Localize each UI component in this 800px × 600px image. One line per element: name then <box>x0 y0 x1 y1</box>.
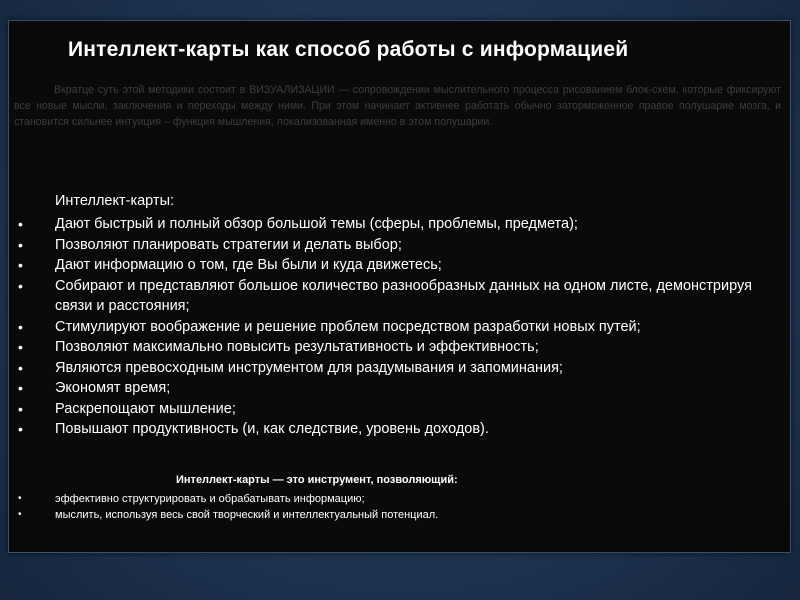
bullet-icon: • <box>18 257 23 273</box>
list-item <box>0 507 790 523</box>
list-item <box>0 358 790 379</box>
bullet-icon: • <box>18 400 23 417</box>
list-heading: Интеллект-карты: <box>55 193 175 209</box>
list-item-text: эффективно структурировать и обрабатывать информацию; <box>55 493 365 505</box>
list-item <box>0 337 790 358</box>
bullet-icon: • <box>18 339 23 355</box>
bullet-icon: • <box>18 236 23 253</box>
list-item-text: Позволяют максимально повысить результативность и эффективность; <box>55 339 539 355</box>
list-item-text: Экономят время; <box>55 380 171 396</box>
list-item <box>0 419 790 440</box>
list-item-text: Являются превосходным инструментом для раздумывания и запоминания; <box>55 359 563 376</box>
list-item <box>0 399 790 420</box>
list-item <box>0 491 790 507</box>
list-item <box>0 214 790 235</box>
list-item-text: мыслить, используя весь свой творческий и интеллектуальный потенциал. <box>55 509 439 521</box>
footer-list <box>0 491 790 523</box>
list-item-text: Дают информацию о том, где Вы были и куда движетесь; <box>55 257 442 273</box>
footer-heading: Интеллект-карты — это инструмент, позволяющий: <box>176 474 458 486</box>
list-item <box>0 276 790 317</box>
benefits-list <box>0 214 790 440</box>
list-item-text: Раскрепощают мышление; <box>55 400 236 417</box>
bullet-icon: • <box>18 493 22 504</box>
list-item-text: Собирают и представляют большое количество разнообразных данных на одном листе, демонстрируя связи и расстояния; <box>55 277 752 314</box>
bullet-icon: • <box>18 509 22 520</box>
slide-title: Интеллект-карты как способ работы с информацией <box>68 38 629 61</box>
list-item-text: Дают быстрый и полный обзор большой темы (сферы, проблемы, предмета); <box>55 216 578 232</box>
bullet-icon: • <box>18 421 23 437</box>
intro-paragraph: Вкратце суть этой методики состоит в ВИЗУАЛИЗАЦИИ — сопровождении мыслительного процесса рисованием блок-схем, которые фиксируют все новые мысли, заключения и переходы между ними. При этом начинает активнее работать обычно заторможенное правое полушарие мозга, и становится сильнее интуиция – функция мышления, локализованная именно в этом полушарии. <box>14 84 781 128</box>
list-item-text: Стимулируют воображение и решение проблем посредством разработки новых путей; <box>55 318 641 335</box>
list-item <box>0 235 790 256</box>
list-item <box>0 378 790 399</box>
list-item-text: Повышают продуктивность (и, как следствие, уровень доходов). <box>55 421 489 437</box>
list-item <box>0 317 790 338</box>
bullet-icon: • <box>18 359 23 376</box>
bullet-icon: • <box>18 318 23 335</box>
bullet-icon: • <box>18 216 23 232</box>
list-item-text: Позволяют планировать стратегии и делать выбор; <box>55 236 402 253</box>
list-item <box>0 255 790 276</box>
bullet-icon: • <box>18 380 23 396</box>
bullet-icon: • <box>18 277 23 294</box>
